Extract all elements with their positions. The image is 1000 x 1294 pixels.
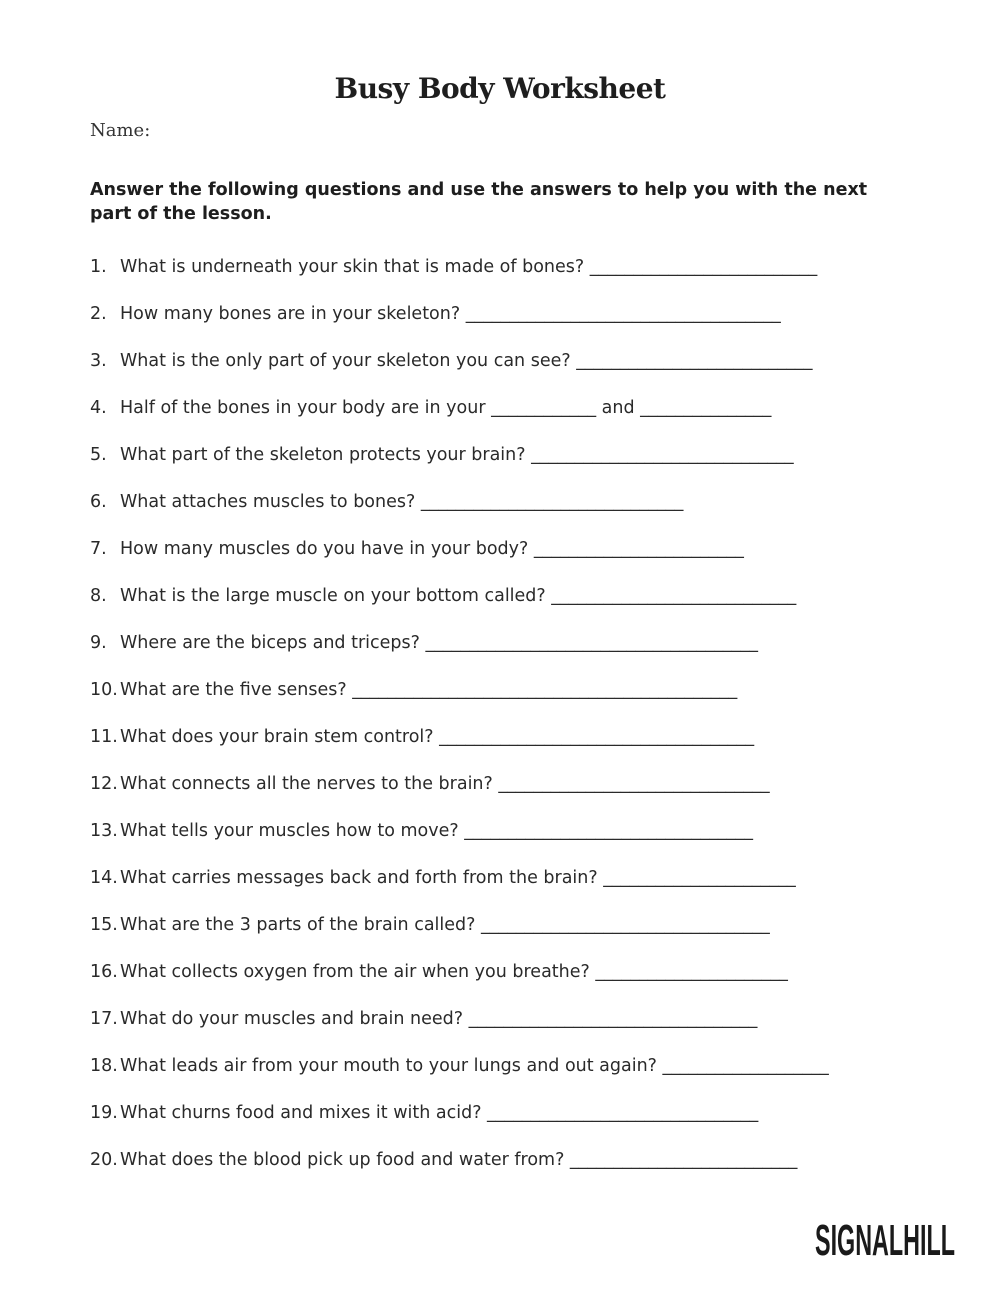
question-text: How many bones are in your skeleton? ____________________________________ xyxy=(120,304,781,324)
worksheet-title: Busy Body Worksheet xyxy=(334,72,666,105)
question-text: Half of the bones in your body are in your ____________ and _______________ xyxy=(120,398,772,418)
question-number: 18. xyxy=(90,1056,118,1076)
instructions: Answer the following questions and use the answers to help you with the next part of the lesson. xyxy=(90,180,868,224)
question-text: What tells your muscles how to move? _________________________________ xyxy=(120,821,753,841)
question-text: What are the 3 parts of the brain called? _________________________________ xyxy=(120,915,770,935)
question-number: 5. xyxy=(90,445,107,465)
question-number: 20. xyxy=(90,1150,118,1170)
signalhill-logo xyxy=(815,1209,960,1267)
question-number: 12. xyxy=(90,774,118,794)
question-number: 11. xyxy=(90,727,118,747)
question-number: 14. xyxy=(90,868,118,888)
question-text: What does the blood pick up food and water from? __________________________ xyxy=(120,1150,798,1170)
question-number: 17. xyxy=(90,1009,118,1029)
question-list xyxy=(90,255,910,1195)
question-text: How many muscles do you have in your body? ________________________ xyxy=(120,539,744,559)
question-item xyxy=(90,1054,910,1101)
question-item xyxy=(90,443,910,490)
question-item xyxy=(90,678,910,725)
question-text: What is the large muscle on your bottom called? ____________________________ xyxy=(120,586,797,606)
question-item xyxy=(90,772,910,819)
question-item xyxy=(90,631,910,678)
question-item xyxy=(90,255,910,302)
question-text: What part of the skeleton protects your brain? ______________________________ xyxy=(120,445,794,465)
question-item xyxy=(90,302,910,349)
question-number: 15. xyxy=(90,915,118,935)
question-number: 16. xyxy=(90,962,118,982)
question-text: What is the only part of your skeleton you can see? ___________________________ xyxy=(120,351,813,371)
question-text: What is underneath your skin that is made of bones? __________________________ xyxy=(120,257,818,277)
question-text: Where are the biceps and triceps? ______________________________________ xyxy=(120,633,758,653)
question-item xyxy=(90,819,910,866)
logo-text: SIGNALHILL xyxy=(815,1216,955,1265)
question-text: What churns food and mixes it with acid? _______________________________ xyxy=(120,1103,759,1123)
question-item xyxy=(90,725,910,772)
question-text: What carries messages back and forth from the brain? ______________________ xyxy=(120,868,796,888)
question-text: What are the five senses? ____________________________________________ xyxy=(120,680,738,700)
question-item xyxy=(90,866,910,913)
question-item xyxy=(90,1148,910,1195)
question-number: 6. xyxy=(90,492,107,512)
question-item xyxy=(90,960,910,1007)
name-label: Name: xyxy=(90,120,151,141)
question-item xyxy=(90,584,910,631)
question-number: 7. xyxy=(90,539,107,559)
question-item xyxy=(90,490,910,537)
question-text: What connects all the nerves to the brain? _______________________________ xyxy=(120,774,770,794)
question-text: What leads air from your mouth to your lungs and out again? ___________________ xyxy=(120,1056,829,1076)
question-number: 19. xyxy=(90,1103,118,1123)
signalhill-logo-graphic xyxy=(815,1209,960,1267)
question-number: 2. xyxy=(90,304,107,324)
question-number: 10. xyxy=(90,680,118,700)
question-text: What attaches muscles to bones? ______________________________ xyxy=(120,492,684,512)
question-item xyxy=(90,1007,910,1054)
question-text: What does your brain stem control? ____________________________________ xyxy=(120,727,755,747)
question-number: 1. xyxy=(90,257,107,277)
question-number: 4. xyxy=(90,398,107,418)
question-number: 13. xyxy=(90,821,118,841)
question-text: What collects oxygen from the air when you breathe? ______________________ xyxy=(120,962,788,982)
question-number: 8. xyxy=(90,586,107,606)
question-item xyxy=(90,1101,910,1148)
question-number: 3. xyxy=(90,351,107,371)
question-text: What do your muscles and brain need? _________________________________ xyxy=(120,1009,758,1029)
question-number: 9. xyxy=(90,633,107,653)
question-item xyxy=(90,537,910,584)
question-item xyxy=(90,913,910,960)
question-item xyxy=(90,396,910,443)
question-item xyxy=(90,349,910,396)
